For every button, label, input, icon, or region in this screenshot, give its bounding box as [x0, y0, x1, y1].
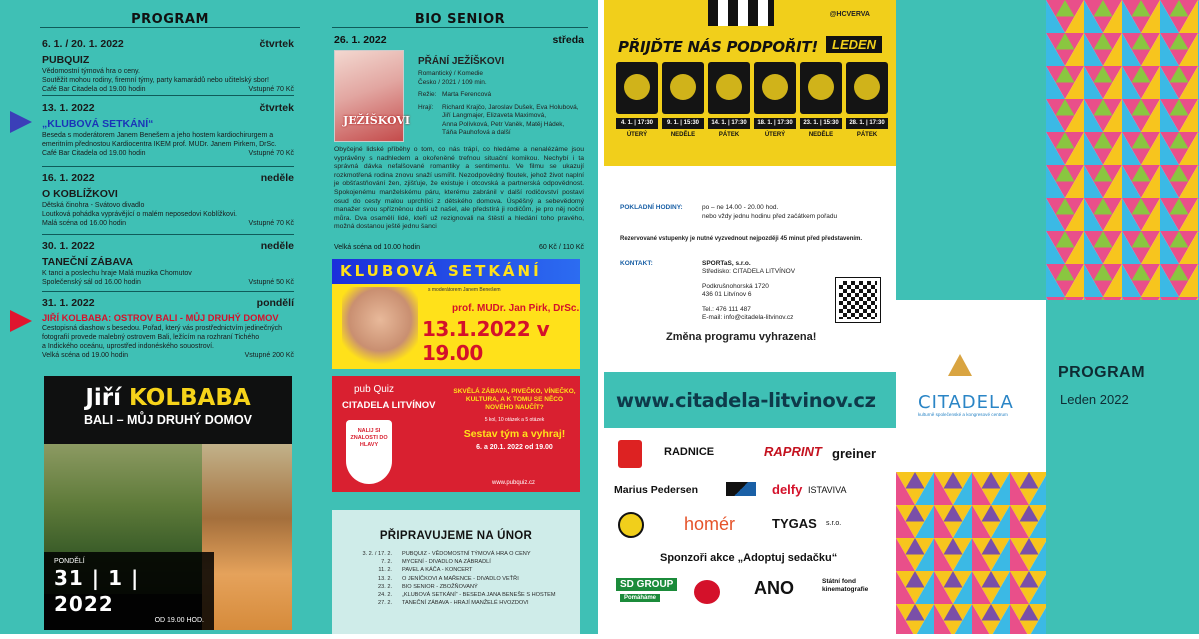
poster-subtitle: BALI – MŮJ DRUHÝ DOMOV [83, 413, 253, 427]
divider [42, 166, 294, 167]
item-date: 27. 2. [378, 600, 392, 607]
film-cast: Anna Polívková, Petr Vaněk, Matěj Hádek, [442, 120, 565, 128]
event-title: „KLUBOVÁ SETKÁNÍ“ [42, 118, 154, 130]
film-genre: Romantický / Komedie [418, 70, 484, 77]
film-cast: Richard Krajčo, Jaroslav Dušek, Eva Holubová, [442, 103, 579, 111]
game-card [662, 62, 704, 138]
poster-date: 31 | 1 | 2022 [54, 566, 140, 616]
team-logo-icon [708, 62, 750, 114]
hours-label: POKLADNÍ HODINY: [620, 204, 683, 211]
team-logo-icon [754, 62, 796, 114]
event-desc: fotografií provede malebný ostrovem Bali, ležícím na rozhraní Tichého [42, 334, 260, 341]
event-date: 6. 1. / 20. 1. 2022 [42, 38, 124, 50]
item-text: BIO SENIOR - ZBOŽŇOVANÝ [402, 583, 478, 590]
citadela-logo-icon [948, 354, 972, 376]
game-date: 9. 1. | 15:30 [662, 118, 704, 129]
item-date: 7. 2. [381, 559, 392, 566]
game-card [800, 62, 842, 138]
contact-org: SPORTaS, s.r.o. [702, 259, 751, 267]
event-day: čtvrtek [259, 38, 294, 50]
klubova-moderator: s moderátorem Janem Benešem [428, 287, 501, 293]
glass-text: NALIJ SI ZNALOSTI DO HLAVY [350, 428, 388, 448]
pubquiz-teams: 5 kol, 10 otázek a 5 otázek [484, 417, 545, 423]
contact-center: Středisko: CITADELA LITVÍNOV [702, 268, 796, 275]
sponsor-logo: ISTAVIVA [808, 485, 847, 495]
pubquiz-banner [332, 376, 580, 492]
sponsor-logo: Státní fond kinematografie [822, 578, 869, 593]
email-label: E-mail: [702, 314, 723, 321]
event-tancni [42, 240, 294, 287]
event-day: neděle [260, 172, 294, 184]
poster-day: PONDĚLÍ [54, 558, 85, 565]
cover-title-block [1046, 300, 1199, 472]
bio-heading: BIO SENIOR [332, 0, 588, 28]
contact-tel[interactable]: 476 111 487 [715, 305, 751, 313]
kolbaba-poster [44, 376, 292, 630]
pubquiz-dates: 6. a 20.1. 2022 od 19.00 [476, 444, 553, 451]
website-url[interactable]: www.citadela-litvinov.cz [616, 389, 876, 412]
game-weekday: ÚTERÝ [626, 132, 648, 138]
games-list [616, 62, 888, 138]
hockey-month: LEDEN [826, 36, 882, 53]
qr-code-icon[interactable] [836, 278, 880, 322]
bio-price-row [334, 244, 584, 251]
item-date: 24. 2. [378, 592, 392, 599]
hours-line: nebo vždy jednu hodinu před začátkem pořadu [702, 212, 838, 220]
game-date: 28. 1. | 17:30 [846, 118, 888, 129]
hours-line: po – ne 14.00 - 20.00 hod. [702, 204, 779, 211]
event-venue: Malá scéna od 16.00 hodin [42, 220, 127, 227]
change-note: Změna programu vyhrazena! [666, 330, 817, 343]
program-heading: PROGRAM [40, 0, 300, 28]
contact-city: 436 01 Litvínov 6 [702, 291, 752, 298]
divider [42, 234, 294, 235]
cover-month: Leden 2022 [1060, 392, 1129, 407]
event-venue: Společenský sál od 16.00 hodin [42, 279, 141, 286]
event-klubova [42, 102, 294, 158]
event-desc: Loutková pohádka vyprávějící o malém neposedovi Koblížkovi. [42, 211, 237, 218]
film-info [418, 56, 588, 138]
jersey-stripes [708, 0, 774, 26]
sponsor-logo: Pomáháme [620, 594, 660, 602]
bio-date-row [334, 34, 584, 46]
sponsor-logo: ANO [754, 578, 794, 598]
unor-box [332, 510, 580, 634]
arrow-pointer-icon [10, 310, 32, 332]
hockey-banner [604, 0, 896, 166]
event-title: JIŘÍ KOLBABA: OSTROV BALI - MŮJ DRUHÝ DOMOV [42, 313, 279, 323]
game-weekday: PÁTEK [718, 132, 740, 138]
game-card [754, 62, 796, 138]
klubova-setkani-banner [332, 259, 580, 369]
list-item [342, 558, 572, 566]
klubova-banner-title: KLUBOVÁ SETKÁNÍ [332, 259, 580, 284]
sponsor-logo: s.r.o. [826, 520, 842, 527]
poster-first-name: Jiří [85, 385, 121, 411]
game-card [616, 62, 658, 138]
event-desc: K tanci a poslechu hraje Malá muzika Chomutov [42, 270, 192, 277]
event-desc: Cestopisná diashow s besedou. Pořad, který vás prostřednictvím jedinečných [42, 325, 283, 332]
event-date: 13. 1. 2022 [42, 102, 95, 114]
item-text: O JENÍČKOVI A MAŘENCE - DIVADLO VEŤŘI [402, 575, 519, 582]
wine-glass-icon [346, 420, 392, 484]
list-item [342, 566, 572, 574]
citadela-brand-sub: kulturně společenské a kongresové centrum [918, 412, 1008, 417]
info-block [604, 180, 896, 341]
event-day: neděle [260, 240, 294, 252]
event-title: TANEČNÍ ZÁBAVA [42, 256, 133, 268]
team-logo-icon [616, 62, 658, 114]
citadela-brand: CITADELA [918, 392, 1014, 413]
event-title: O KOBLÍŽKOVI [42, 188, 118, 200]
game-date: 4. 1. | 17:30 [616, 118, 658, 129]
triangle-pattern-top [1046, 0, 1199, 300]
pubquiz-tagline: SKVĚLÁ ZÁBAVA, PIVEČKO, VÍNEČKO, KULTURA, A K TOMU SE NĚCO NOVÉHO NAUČÍT? [453, 388, 576, 411]
klubova-date: 13.1.2022 v 19.00 [422, 317, 550, 365]
triangle-pattern-bottom [896, 472, 1199, 634]
item-text: MYCENÍ - DIVADLO NA ZÁBRADLÍ [402, 559, 491, 566]
list-item [342, 575, 572, 583]
film-cast: Jiří Langmajer, Elizaveta Maximová, [442, 112, 547, 119]
event-kolbaba [42, 297, 294, 360]
team-logo-icon [800, 62, 842, 114]
team-logo-icon [662, 62, 704, 114]
item-date: 11. 2. [378, 567, 392, 574]
event-day: pondělí [256, 297, 294, 309]
film-poster-title: JEŽÍŠKOVI [343, 114, 411, 127]
game-card [846, 62, 888, 138]
city-crest-icon [618, 440, 642, 468]
cover-title: PROGRAM [1058, 364, 1146, 381]
bio-venue: Velká scéna od 10.00 hodin [334, 244, 421, 251]
film-cast: Táňa Pauhofová a další [442, 129, 511, 136]
event-title: PUBQUIZ [42, 54, 90, 66]
divider [42, 95, 294, 96]
film-poster-image [334, 50, 411, 142]
triangle-pattern-graphic [896, 472, 1199, 634]
sponsor-logo: TYGAS [772, 516, 817, 531]
event-desc: Vědomostní týmová hra o ceny. [42, 68, 140, 75]
item-date: 13. 2. [378, 575, 392, 582]
event-price: Vstupné 70 Kč [248, 220, 294, 227]
event-koblizek [42, 172, 294, 228]
sponsor-mark-icon [726, 482, 756, 496]
sponsor-logo: RADNICE [664, 446, 715, 458]
game-weekday: ÚTERÝ [764, 132, 786, 138]
arrow-pointer-icon [10, 111, 32, 133]
item-text: PUBQUIZ - VĚDOMOSTNÍ TÝMOVÁ HRA O CENY [402, 551, 531, 557]
sponsor-logo: Marius Pedersen [614, 484, 699, 496]
poster-time: OD 19.00 HOD. [154, 617, 204, 624]
sponsor-logo: delfy [772, 482, 803, 497]
tel-label: Tel.: [702, 305, 714, 313]
event-venue: Velká scéna od 19.00 hodin [42, 352, 129, 359]
hockey-slogan: PŘIJĎTE NÁS PODPOŘIT! [618, 38, 818, 56]
event-venue: Café Bar Citadela od 19.00 hodin [42, 150, 146, 157]
pubquiz-url[interactable]: www.pubquiz.cz [492, 480, 536, 486]
item-date: 23. 2. [378, 583, 392, 590]
reservation-note: Rezervované vstupenky je nutné vyzvednout nejpozději 45 minut před představením. [620, 236, 863, 242]
website-bar [604, 372, 896, 428]
game-card [708, 62, 750, 138]
list-item [342, 583, 572, 591]
event-desc: Beseda s moderátorem Janem Benešem a jeho hostem kardiochirurgem a [42, 132, 274, 139]
poster-date-box [44, 552, 214, 630]
citadela-logo-box [896, 300, 1046, 472]
bio-day: středa [552, 34, 584, 46]
cover-teal-block [896, 0, 1046, 300]
game-date: 14. 1. | 17:30 [708, 118, 750, 129]
bio-price: 60 Kč / 110 Kč [538, 244, 584, 251]
list-item [342, 550, 572, 558]
film-synopsis: Obyčejné lidské příběhy o tom, co nás trápí, co hledáme a nenalézáme jsou vyprávěny s nadhledem a okořeněné trefnou situační komikou. Nechybí i ta správná dávka nefalšované romantiky a sentimentu. Ve filmu se ukazují rozkmotřená rodina znovu snaží usmířit. Nezodpovědný floutek, jehož život naplní je obšťastňování žen, zjišťuje, že existuje i otcovská a partnerská odpovědnost. Spokojenému manželskému páru, kterému zabránil v další rodičovství postaví osud do cesty malou uprchlíci z dětského domova. Úspěšný a sebevědomý manažer svou spřízněnou duši už našel, ale předstírá ji rodičům, je pro něj noční můra. Dva osamělí lidé, kteří už rezignovali na štěstí a hledání toho pravého, možná dostanou ještě jednu šanci [334, 146, 584, 231]
hockey-club-icon [618, 512, 644, 538]
film-origin: Česko / 2021 / 109 min. [418, 78, 487, 86]
item-text: PAVEL A KÁČA - KONCERT [402, 567, 473, 574]
divider [42, 291, 294, 292]
cast-label: Hrají: [418, 103, 434, 111]
game-weekday: NEDĚLE [670, 132, 696, 138]
bio-date: 26. 1. 2022 [334, 34, 387, 46]
event-price: Vstupné 200 Kč [244, 352, 294, 359]
event-pubquiz [42, 38, 294, 94]
contact-label: KONTAKT: [620, 259, 653, 267]
guest-portrait [342, 287, 418, 369]
event-desc: a Indického oceánu, uprostřed indonéského souostroví. [42, 343, 215, 350]
film-director: Marta Ferencová [442, 91, 492, 98]
event-date: 30. 1. 2022 [42, 240, 95, 252]
game-weekday: NEDĚLE [808, 132, 834, 138]
sponsor-mark-icon [694, 580, 720, 604]
list-item [342, 599, 572, 607]
triangle-pattern-graphic [1046, 0, 1199, 300]
game-date: 23. 1. | 15:30 [800, 118, 842, 129]
event-day: čtvrtek [259, 102, 294, 114]
hockey-handle[interactable]: @HCVERVA [829, 11, 870, 18]
pubquiz-brand: pub Quiz [354, 384, 395, 395]
event-date: 16. 1. 2022 [42, 172, 95, 184]
sponsor-logo: SD GROUP [616, 578, 677, 591]
list-item [342, 591, 572, 599]
poster-last-name: KOLBABA [129, 385, 251, 411]
contact-street: Podkrušnohorská 1720 [702, 282, 769, 290]
unor-list [342, 550, 572, 607]
klubova-guest: prof. MUDr. Jan Pirk, DrSc. [452, 303, 580, 314]
game-date: 18. 1. | 17:30 [754, 118, 796, 129]
sponsor-logo: RAPRINT [764, 444, 822, 459]
item-text: „KLUBOVÁ SETKÁNÍ“ - BESEDA JANA BENEŠE S HOSTEM [402, 592, 556, 599]
game-weekday: PÁTEK [856, 132, 878, 138]
poster-name [44, 376, 292, 412]
sponsors-block [604, 434, 896, 634]
item-text: TANEČNÍ ZÁBAVA - HRAJÍ MANŽELÉ HVOZDOVI [402, 600, 529, 607]
film-title: PŘÁNÍ JEŽÍŠKOVI [418, 56, 505, 67]
event-price: Vstupné 70 Kč [248, 150, 294, 157]
unor-heading: PŘIPRAVUJEME NA ÚNOR [379, 530, 533, 542]
event-desc: Soutěžit mohou rodiny, firemní týmy, party kamarádů nebo učitelský sbor! [42, 77, 269, 84]
event-desc: Dětská činohra - Svátovo divadlo [42, 202, 145, 209]
event-desc: emeritním přednostou Kardiocentra IKEM prof. MUDr. Janem Pirkem, DrSc. [42, 141, 277, 148]
sponsor-logo: greiner [832, 446, 877, 461]
director-label: Režie: [418, 91, 437, 98]
event-price: Vstupné 50 Kč [248, 279, 294, 286]
adopt-heading: Sponzoři akce „Adoptuj sedačku“ [660, 552, 838, 564]
event-date: 31. 1. 2022 [42, 297, 95, 309]
event-venue: Café Bar Citadela od 19.00 hodin [42, 86, 146, 93]
pubquiz-venue: CITADELA LITVÍNOV [342, 400, 436, 411]
team-logo-icon [846, 62, 888, 114]
item-date: 3. 2. / 17. 2. [362, 551, 392, 557]
event-price: Vstupné 70 Kč [248, 86, 294, 93]
sponsor-logo: homér [684, 514, 736, 534]
bali-photo [202, 444, 292, 630]
pubquiz-cta: Sestav tým a vyhraj! [463, 428, 566, 440]
contact-email[interactable]: info@citadela-litvinov.cz [724, 314, 794, 321]
